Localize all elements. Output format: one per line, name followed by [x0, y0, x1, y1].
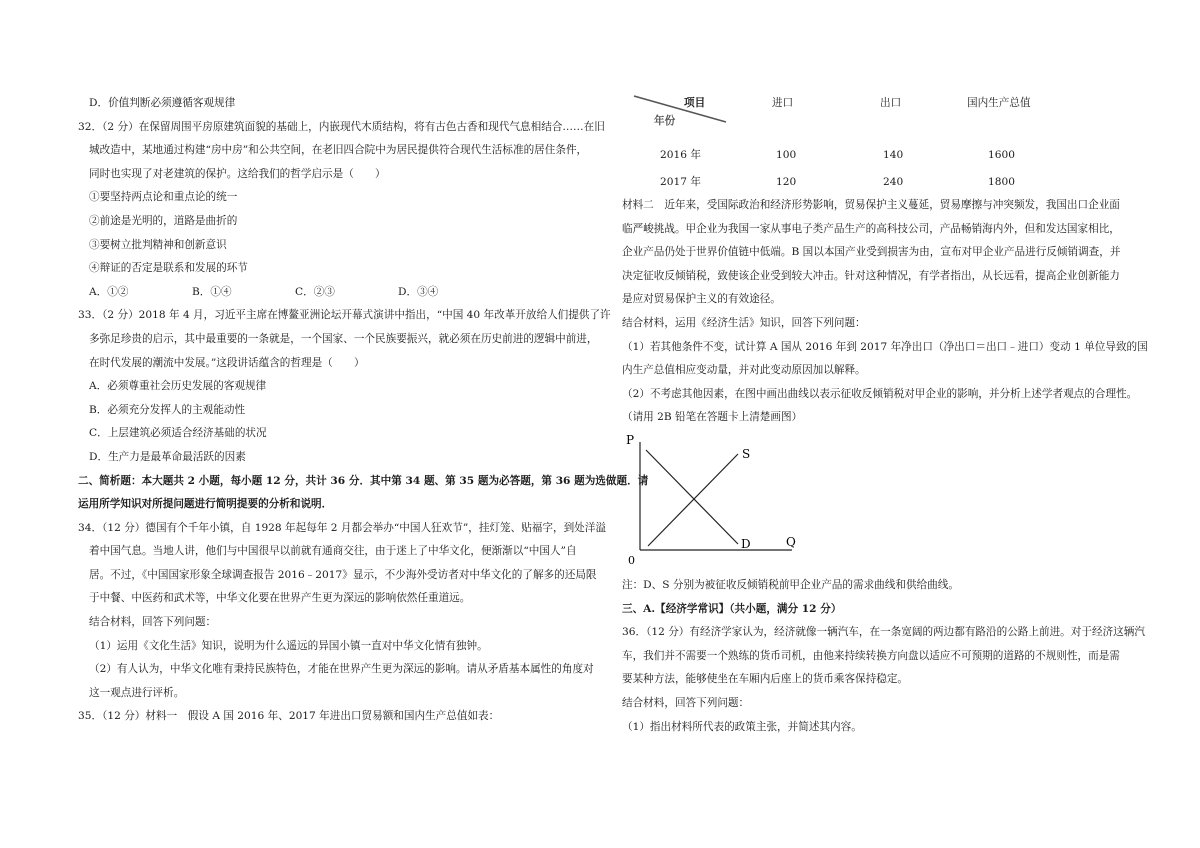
q32-item-1: ①要坚持两点论和重点论的统一 — [89, 191, 238, 204]
graph-origin-label: 0 — [628, 553, 635, 567]
q35-intro: 35．（12 分）材料一 假设 A 国 2016 年、2017 年进出口贸易额和国内生产总值如表： — [78, 710, 500, 723]
q32-item-2: ②前途是光明的，道路是曲折的 — [89, 214, 238, 227]
supply-demand-svg — [622, 430, 822, 574]
q32-line-2: 城改造中，某地通过构建“房中房”和公共空间，在老旧四合院中为居民提供符合现代生活标准的居住条件， — [89, 144, 588, 157]
q34-sub-2: （2）有人认为，中华文化唯有秉持民族特色，才能在世界产生更为深远的影响。请从矛盾基本属性的角度对 — [89, 663, 594, 676]
q34-prompt: 结合材料，回答下列问题： — [89, 616, 217, 629]
q36-line-3: 要某种方法，能够使坐在车厢内后座上的货币乘客保持稳定。 — [622, 673, 909, 686]
graph-p-label: P — [626, 432, 635, 447]
q32-line-1: 32．（2 分）在保留周围平房原建筑面貌的基础上，内嵌现代木质结构，将有古色古香和现代气息相结合……在旧 — [78, 120, 605, 133]
q32-option-c: C．②③ — [295, 285, 335, 298]
table-row-2016-year: 2016 年 — [660, 149, 701, 161]
q33-option-c: C．上层建筑必须适合经济基础的状况 — [89, 427, 267, 440]
graph-s-label: S — [742, 446, 751, 461]
table-header-gdp: 国内生产总值 — [967, 97, 1031, 109]
q36-prompt: 结合材料，回答下列问题： — [622, 696, 750, 709]
material-2-line-4: 决定征收反倾销税，致使该企业受到较大冲击。针对这种情况，有学者指出，从长远看，提高企业创新能力 — [622, 269, 1120, 282]
graph-d-label: D — [741, 536, 751, 551]
q32-option-d: D．③④ — [398, 285, 439, 298]
material-2-line-3: 企业产品仍处于世界价值链中低端。B 国以本国产业受到损害为由，宣布对甲企业产品进行反倾销调查，并 — [622, 246, 1121, 259]
left-column — [78, 92, 649, 729]
q34-line-4: 于中餐、中医药和武术等，中华文化要在世界产生更为深远的影响依然任重道远。 — [89, 592, 471, 605]
q33-option-a: A．必须尊重社会历史发展的客观规律 — [89, 380, 267, 393]
q33-line-1: 33．（2 分）2018 年 4 月，习近平主席在博鳌亚洲论坛开幕式演讲中指出，“中国 40 年改革开放给人们提供了许 — [78, 309, 611, 322]
table-corner-diagonal — [632, 92, 728, 126]
q35-sub-2-cont: （请用 2B 铅笔在答题卡上清楚画图） — [622, 411, 803, 424]
q34-line-3: 居。不过，《中国国家形象全球调查报告 2016﹣2017》显示，不少海外受访者对中华文化的了解多的还局限 — [89, 568, 597, 581]
q33-option-d: D．生产力是最革命最活跃的因素 — [89, 450, 246, 463]
right-column — [622, 92, 1148, 739]
q34-line-2: 着中国气息。当地人讲，他们与中国很早以前就有通商交往，由于迷上了中华文化，便渐渐以“中国人”自 — [89, 545, 577, 558]
graph-q-label: Q — [786, 534, 796, 549]
q31-option-d: D．价值判断必须遵循客观规律 — [89, 97, 236, 109]
table-row-2017-gdp: 1800 — [988, 176, 1015, 188]
q32-item-3: ③要树立批判精神和创新意识 — [89, 238, 227, 251]
q33-option-b: B．必须充分发挥人的主观能动性 — [89, 403, 246, 416]
table-row-2016-gdp: 1600 — [988, 149, 1015, 161]
q32-item-4: ④辩证的否定是联系和发展的环节 — [89, 262, 248, 275]
q36-line-2: 车，我们并不需要一个熟练的货币司机，由他来持续转换方向盘以适应不可预期的道路的不规则性，而是需 — [622, 649, 1120, 662]
trade-table — [622, 92, 1130, 194]
q35-sub-1-cont: 内生产总值相应变动量，并对此变动原因加以解释。 — [622, 364, 866, 377]
table-row-2016-import: 100 — [776, 149, 797, 161]
material-2-line-1: 材料二 近年来，受国际政治和经济形势影响，贸易保护主义蔓延，贸易摩擦与冲突频发，我国出口企业面 — [622, 199, 1120, 211]
material-2-line-2: 临严峻挑战。甲企业为我国一家从事电子类产品生产的高科技公司，产品畅销海内外，但和发达国家相比， — [622, 222, 1120, 235]
supply-demand-graph — [622, 430, 1130, 574]
q32-line-3: 同时也实现了对老建筑的保护。这给我们的哲学启示是（ ） — [89, 167, 386, 180]
q34-sub-1: （1）运用《文化生活》知识，说明为什么遥远的异国小镇一直对中华文化情有独钟。 — [89, 639, 488, 652]
q32-option-b: B．①④ — [192, 285, 232, 298]
q33-line-3: 在时代发展的潮流中发展。”这段讲话蕴含的哲理是（ ） — [89, 356, 365, 369]
q36-line-1: 36．（12 分）有经济学家认为，经济就像一辆汽车，在一条宽阔的两边都有路沿的公路上前进。对于经济这辆汽 — [622, 626, 1145, 639]
demand-curve — [646, 450, 738, 544]
q34-line-1: 34．（12 分）德国有个千年小镇，自 1928 年起每年 2 月都会举办“中国人狂欢节”，挂灯笼、贴福字，到处洋溢 — [78, 521, 606, 534]
section-2-heading-cont: 运用所学知识对所提问题进行简明提要的分析和说明． — [78, 498, 333, 511]
q35-prompt: 结合材料，运用《经济生活》知识，回答下列问题： — [622, 316, 866, 329]
section-2-heading: 二、简析题：本大题共 2 小题，每小题 12 分，共计 36 分．其中第 34 题、第 35 题为必答题，第 36 题为选做题．请 — [78, 474, 649, 487]
supply-curve — [648, 454, 738, 546]
table-corner-bottom: 年份 — [654, 115, 676, 127]
section-3-heading: 三、A.【经济学常识】（共小题，满分 12 分） — [622, 602, 842, 615]
table-corner-top: 项目 — [684, 97, 706, 109]
table-row-2017-year: 2017 年 — [660, 176, 701, 188]
material-2-line-5: 是应对贸易保护主义的有效途径。 — [622, 293, 781, 306]
q33-line-2: 多弥足珍贵的启示，其中最重要的一条就是，一个国家、一个民族要振兴，就必须在历史前进的逻辑中前进， — [89, 332, 598, 345]
q35-sub-1: （1）若其他条件不变，试计算 A 国从 2016 年到 2017 年净出口（净出口＝出口﹣进口）变动 1 单位导致的国 — [622, 340, 1148, 353]
q36-sub-1: （1）指出材料所代表的政策主张，并简述其内容。 — [622, 720, 862, 733]
table-row-2017-import: 120 — [776, 176, 797, 188]
q35-sub-2: （2）不考虑其他因素，在图中画出曲线以表示征收反倾销税对甲企业的影响，并分析上述学者观点的合理性。 — [622, 387, 1138, 400]
q34-sub-2-cont: 这一观点进行评析。 — [89, 686, 185, 699]
table-header-import: 进口 — [772, 97, 794, 109]
graph-note: 注：D、S 分别为被征收反倾销税前甲企业产品的需求曲线和供给曲线。 — [622, 578, 959, 591]
table-header-export: 出口 — [880, 97, 902, 109]
q32-options — [78, 281, 600, 305]
table-row-2016-export: 140 — [883, 149, 904, 161]
q32-option-a: A．①② — [89, 285, 129, 298]
table-row-2017-export: 240 — [883, 176, 904, 188]
